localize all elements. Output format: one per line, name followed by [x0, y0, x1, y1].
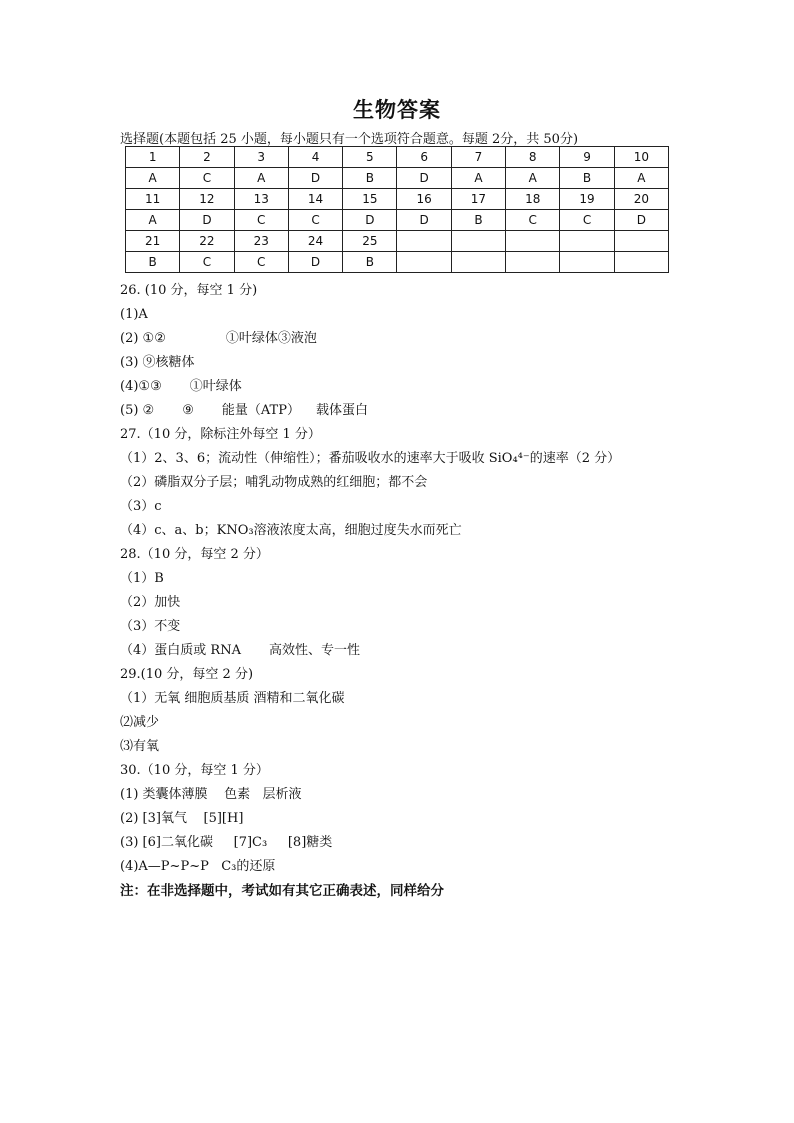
table-cell: 6	[397, 147, 451, 168]
table-cell	[397, 231, 451, 252]
table-cell	[560, 231, 614, 252]
table-cell: B	[451, 210, 505, 231]
table-cell: B	[126, 252, 180, 273]
q26-4a: (4)①③	[120, 379, 162, 394]
table-cell: 5	[343, 147, 397, 168]
q28-line-2: （2）加快	[120, 595, 181, 610]
q26-2b: ①叶绿体③液泡	[225, 331, 317, 346]
table-cell: 24	[288, 231, 342, 252]
table-cell: 22	[180, 231, 234, 252]
q26-5b: ⑨	[182, 403, 194, 418]
table-cell: A	[451, 168, 505, 189]
q26-line-3: (3) ⑨核糖体	[120, 355, 195, 370]
q30-line-1: (1) 类囊体薄膜 色素 层析液	[120, 787, 302, 802]
q29-line-2: ⑵减少	[120, 715, 160, 730]
q28-line-3: （3）不变	[120, 619, 181, 634]
table-cell: 17	[451, 189, 505, 210]
table-cell: 8	[506, 147, 560, 168]
table-cell	[451, 231, 505, 252]
q30-line-2: (2) [3]氧气 [5][H]	[120, 811, 244, 826]
table-cell: C	[180, 252, 234, 273]
q28-header: 28.（10 分，每空 2 分）	[120, 547, 269, 562]
table-cell: 12	[180, 189, 234, 210]
table-cell: A	[614, 168, 668, 189]
table-cell: 18	[506, 189, 560, 210]
table-cell	[506, 231, 560, 252]
q26-header: 26. (10 分，每空 1 分)	[120, 283, 258, 298]
table-cell: 20	[614, 189, 668, 210]
table-cell: D	[397, 210, 451, 231]
q28-line-4	[120, 639, 760, 663]
table-cell: 9	[560, 147, 614, 168]
q27-header: 27.（10 分，除标注外每空 1 分）	[120, 427, 321, 442]
table-cell: 15	[343, 189, 397, 210]
table-cell: D	[180, 210, 234, 231]
answers-body	[120, 279, 760, 903]
table-cell: 10	[614, 147, 668, 168]
table-cell: A	[126, 210, 180, 231]
table-row	[126, 189, 669, 210]
table-row	[126, 231, 669, 252]
table-cell: D	[614, 210, 668, 231]
q26-line-4	[120, 375, 760, 399]
q28-line-1: （1）B	[120, 571, 164, 586]
table-cell: C	[234, 210, 288, 231]
table-cell: B	[343, 168, 397, 189]
table-cell: D	[343, 210, 397, 231]
table-row	[126, 147, 669, 168]
table-cell	[397, 252, 451, 273]
multiple-choice-intro: 选择题(本题包括 25 小题，每小题只有一个选项符合题意。每题 2分，共 50分)	[120, 132, 579, 147]
table-cell: 19	[560, 189, 614, 210]
table-cell: 11	[126, 189, 180, 210]
table-cell	[614, 231, 668, 252]
table-cell: C	[288, 210, 342, 231]
table-cell: 13	[234, 189, 288, 210]
table-cell: 7	[451, 147, 505, 168]
q26-line-1: (1)A	[120, 307, 148, 322]
table-cell	[506, 252, 560, 273]
q30-line-4: (4)A—P~P~P C₃的还原	[120, 859, 276, 874]
q26-5d: 载体蛋白	[315, 403, 368, 418]
table-row	[126, 252, 669, 273]
q29-line-3: ⑶有氧	[120, 739, 160, 754]
table-cell: 14	[288, 189, 342, 210]
grading-note: 注：在非选择题中，考试如有其它正确表述，同样给分	[120, 883, 444, 899]
q30-header: 30.（10 分，每空 1 分）	[120, 763, 269, 778]
q30-line-3: (3) [6]二氧化碳 [7]C₃ [8]糖类	[120, 835, 333, 850]
table-cell: A	[234, 168, 288, 189]
table-cell: C	[180, 168, 234, 189]
q27-line-2: （2）磷脂双分子层；哺乳动物成熟的红细胞；都不会	[120, 475, 428, 490]
table-cell: 1	[126, 147, 180, 168]
q29-line-1: （1）无氧 细胞质基质 酒精和二氧化碳	[120, 691, 345, 706]
table-cell: 4	[288, 147, 342, 168]
table-cell: B	[560, 168, 614, 189]
table-cell: D	[288, 252, 342, 273]
table-cell: A	[506, 168, 560, 189]
table-cell	[560, 252, 614, 273]
table-cell	[614, 252, 668, 273]
table-cell: 21	[126, 231, 180, 252]
table-cell	[451, 252, 505, 273]
table-cell: 23	[234, 231, 288, 252]
q26-2a: (2) ①②	[120, 331, 166, 346]
q26-4b: ①叶绿体	[189, 379, 242, 394]
table-cell: A	[126, 168, 180, 189]
q27-line-4: （4）c、a、b；KNO₃溶液浓度太高，细胞过度失水而死亡	[120, 523, 462, 538]
q28-4b: 高效性、专一性	[268, 643, 360, 658]
q26-5a: (5) ②	[120, 403, 155, 418]
table-row	[126, 210, 669, 231]
table-cell: C	[560, 210, 614, 231]
q29-header: 29.(10 分，每空 2 分)	[120, 667, 254, 682]
page-title: 生物答案	[353, 97, 441, 122]
table-cell: D	[397, 168, 451, 189]
table-cell: B	[343, 252, 397, 273]
q27-line-1: （1）2、3、6；流动性（伸缩性）；番茄吸收水的速率大于吸收 SiO₄⁴⁻的速率（2 分）	[120, 451, 621, 466]
q27-line-3: （3）c	[120, 499, 162, 514]
answer-table	[125, 146, 669, 273]
table-cell: 2	[180, 147, 234, 168]
q26-line-5	[120, 399, 760, 423]
table-row	[126, 168, 669, 189]
q26-line-2	[120, 327, 760, 351]
table-cell: 3	[234, 147, 288, 168]
q28-4a: （4）蛋白质或 RNA	[120, 643, 241, 658]
q26-5c: 能量（ATP）	[221, 403, 300, 418]
table-cell: D	[288, 168, 342, 189]
table-cell: C	[506, 210, 560, 231]
table-cell: 25	[343, 231, 397, 252]
table-cell: 16	[397, 189, 451, 210]
table-cell: C	[234, 252, 288, 273]
